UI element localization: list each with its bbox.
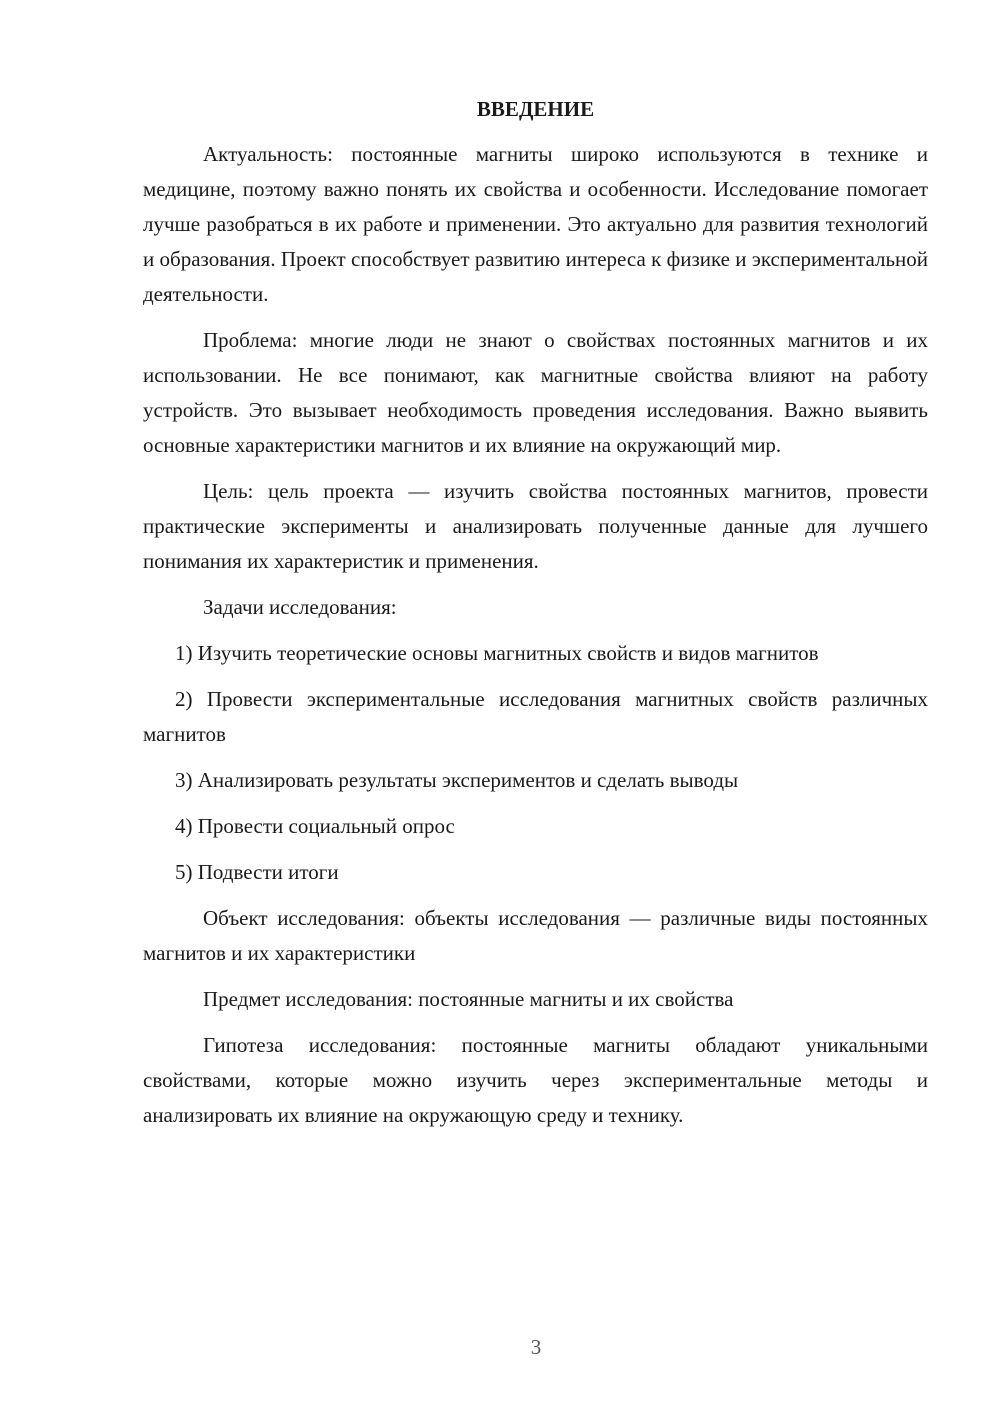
page-title: ВВЕДЕНИЕ (476, 97, 595, 121)
tasks-heading: Задачи исследования: (203, 595, 397, 619)
object-paragraph: Объект исследования: объекты исследования — различные виды постоянных магнитов и их характеристики (143, 906, 928, 965)
task-item: 1) Изучить теоретические основы магнитных свойств и видов магнитов (175, 641, 819, 665)
problem-paragraph: Проблема: многие люди не знают о свойствах постоянных магнитов и их использовании. Не все понимают, как магнитные свойства влияют на работу устройств. Это вызывает необходимость проведения исследования. Важно выявить основные характеристики магнитов и их влияние на окружающий мир. (143, 328, 928, 457)
task-item: 5) Подвести итоги (175, 860, 339, 884)
page-content (143, 92, 928, 1144)
goal-paragraph: Цель: цель проекта — изучить свойства постоянных магнитов, провести практические эксперименты и анализировать полученные данные для лучшего понимания их характеристик и применения. (143, 479, 928, 573)
task-item: 2) Провести экспериментальные исследования магнитных свойств различных магнитов (143, 687, 928, 746)
relevance-paragraph: Актуальность: постоянные магниты широко используются в технике и медицине, поэтому важно понять их свойства и особенности. Исследование помогает лучше разобраться в их работе и применении. Это актуально для развития технологий и образования. Проект способствует развитию интереса к физике и экспериментальной деятельности. (143, 142, 928, 306)
tasks-list (143, 636, 928, 890)
hypothesis-paragraph: Гипотеза исследования: постоянные магниты обладают уникальными свойствами, которые можно изучить через экспериментальные методы и анализировать их влияние на окружающую среду и технику. (143, 1033, 928, 1127)
task-item: 3) Анализировать результаты экспериментов и сделать выводы (175, 768, 739, 792)
task-item: 4) Провести социальный опрос (175, 814, 455, 838)
page-number: 3 (530, 1335, 542, 1359)
subject-paragraph: Предмет исследования: постоянные магниты и их свойства (203, 987, 734, 1011)
